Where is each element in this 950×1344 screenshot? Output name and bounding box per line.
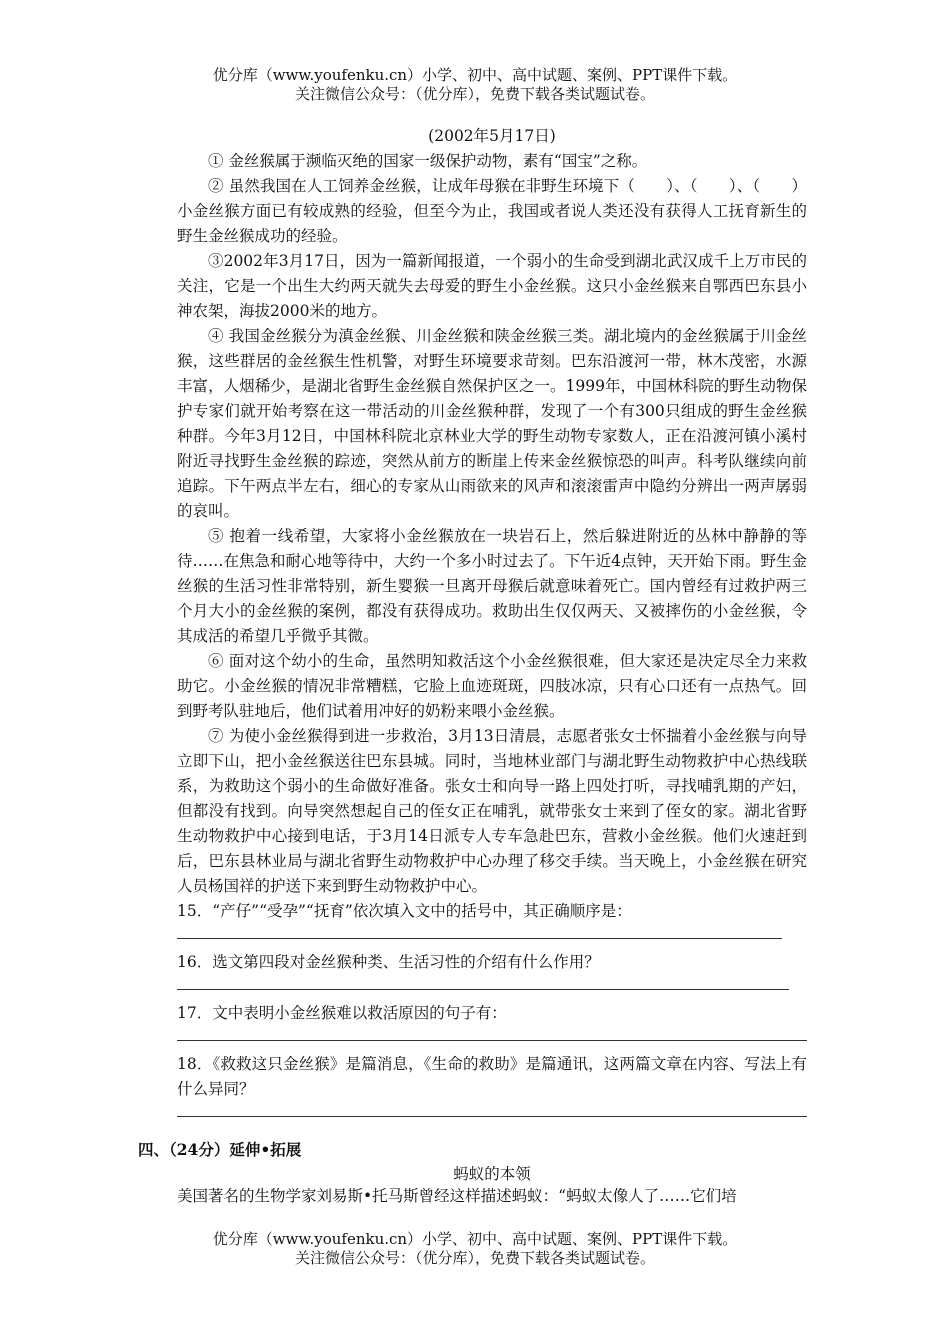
header-line-1: 优分库（www.youfenku.cn）小学、初中、高中试题、案例、PPT课件下载。 — [212, 66, 738, 84]
section-heading: 四、（24分）延伸•拓展 — [138, 1140, 302, 1159]
question-18: 18．《救救这只金丝猴》是篇消息，《生命的救助》是篇通讯，这两篇文章在内容、写法上有什么异同？ — [177, 1055, 807, 1098]
footer-line-1: 优分库（www.youfenku.cn）小学、初中、高中试题、案例、PPT课件下载。 — [212, 1230, 738, 1248]
paragraph-3: ③2002年3月17日，因为一篇新闻报道，一个弱小的生命受到湖北武汉成千上万市民的关注，它是一个出生大约两天就失去母爱的野生小金丝猴。这只小金丝猴来自鄂西巴东县小神农架，海拔2000米的地方。 — [177, 252, 807, 320]
paragraph-5: ⑤ 抱着一线希望，大家将小金丝猴放在一块岩石上，然后躲进附近的丛林中静静的等待……在焦急和耐心地等待中，大约一个多小时过去了。下午近4点钟，天开始下雨。野生金丝猴的生活习性非常特别，新生婴猴一旦离开母猴后就意味着死亡。国内曾经有过救护两三个月大小的金丝猴的案例，都没有获得成功。救助出生仅仅两天、又被摔伤的小金丝猴，令其成活的希望几乎微乎其微。 — [177, 527, 807, 645]
article-date: (2002年5月17日) — [428, 127, 556, 145]
paragraph-6: ⑥ 面对这个幼小的生命，虽然明知救活这个小金丝猴很难，但大家还是决定尽全力来救助它。小金丝猴的情况非常糟糕，它脸上血迹斑斑，四肢冰凉，只有心口还有一点热气。回到野考队驻地后，他们试着用冲好的奶粉来喂小金丝猴。 — [177, 652, 807, 720]
article-body — [177, 124, 807, 1128]
section-first-line: 美国著名的生物学家刘易斯•托马斯曾经这样描述蚂蚁：“蚂蚁太像人了……它们培 — [177, 1187, 737, 1205]
page-footer — [0, 1230, 950, 1268]
answer-line-15[interactable] — [177, 924, 782, 939]
answer-line-18[interactable] — [177, 1102, 807, 1117]
answer-line-17[interactable] — [177, 1026, 807, 1041]
page-header — [0, 66, 950, 104]
paragraph-1: ① 金丝猴属于濒临灭绝的国家一级保护动物，素有“国宝”之称。 — [208, 152, 648, 170]
header-line-2: 关注微信公众号：（优分库），免费下载各类试题试卷。 — [294, 85, 655, 103]
question-15: 15．“产仔”“受孕”“抚育”依次填入文中的括号中，其正确顺序是： — [177, 902, 632, 920]
paragraph-4: ④ 我国金丝猴分为滇金丝猴、川金丝猴和陕金丝猴三类。湖北境内的金丝猴属于川金丝猴，这些群居的金丝猴生性机警，对野生环境要求苛刻。巴东沿渡河一带，林木茂密，水源丰富，人烟稀少，是湖北省野生金丝猴自然保护区之一。1999年，中国林科院的野生动物保护专家们就开始考察在这一带活动的川金丝猴种群，发现了一个有300只组成的野生金丝猴种群。今年3月12日，中国林科院北京林业大学的野生动物专家数人，正在沿渡河镇小溪村附近寻找野生金丝猴的踪迹，突然从前方的断崖上传来金丝猴惊恐的叫声。科考队继续向前追踪。下午两点半左右，细心的专家从山雨欲来的风声和滚滚雷声中隐约分辨出一两声孱弱的哀叫。 — [177, 327, 807, 520]
question-16: 16．选文第四段对金丝猴种类、生活习性的介绍有什么作用？ — [177, 953, 600, 971]
article-title: 蚂蚁的本领 — [453, 1165, 531, 1183]
question-17: 17．文中表明小金丝猴难以救活原因的句子有： — [177, 1004, 507, 1022]
paragraph-2: ② 虽然我国在人工饲养金丝猴，让成年母猴在非野生环境下（ ）、（ ）、（ ）小金丝猴方面已有较成熟的经验，但至今为止，我国或者说人类还没有获得人工抚育新生的野生金丝猴成功的经验。 — [177, 177, 807, 245]
footer-line-2: 关注微信公众号：（优分库），免费下载各类试题试卷。 — [294, 1249, 655, 1267]
answer-line-16[interactable] — [177, 975, 789, 990]
paragraph-7: ⑦ 为使小金丝猴得到进一步救治，3月13日清晨，志愿者张女士怀揣着小金丝猴与向导立即下山，把小金丝猴送往巴东县城。同时，当地林业部门与湖北野生动物救护中心热线联系，为救助这个弱小的生命做好准备。张女士和向导一路上四处打听，寻找哺乳期的产妇，但都没有找到。向导突然想起自己的侄女正在哺乳，就带张女士来到了侄女的家。湖北省野生动物救护中心接到电话，于3月14日派专人专车急赴巴东，营救小金丝猴。他们火速赶到后，巴东县林业局与湖北省野生动物救护中心办理了移交手续。当天晚上，小金丝猴在研究人员杨国祥的护送下来到野生动物救护中心。 — [177, 727, 807, 895]
